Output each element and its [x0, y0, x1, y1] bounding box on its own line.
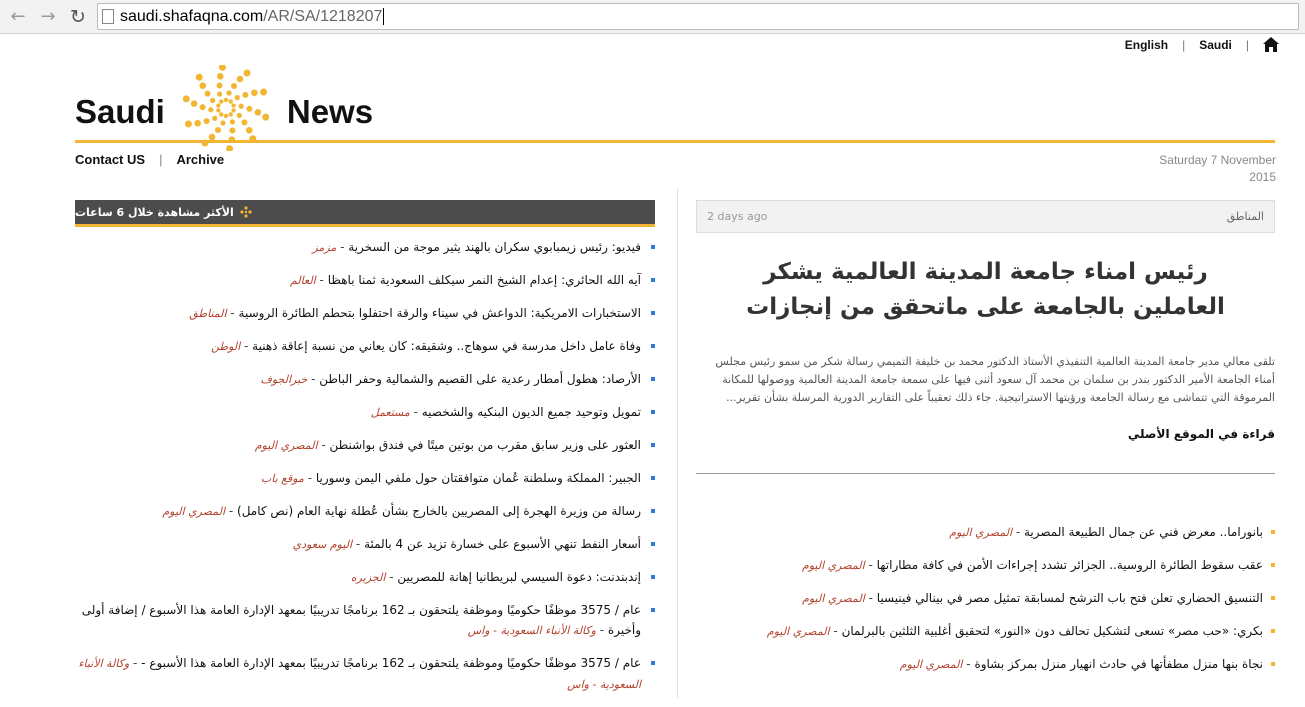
- most-viewed-item-text[interactable]: الجبير: المملكة وسلطنة عُمان متوافقتان حول ملفي اليمن وسوريا: [315, 471, 641, 485]
- most-viewed-item-text[interactable]: الاستخبارات الامريكية: الدواعش في سيناء والرقة احتفلوا بتحطم الطائرة الروسية: [238, 306, 641, 320]
- browser-toolbar: [0, 0, 1305, 34]
- most-viewed-item-text[interactable]: فيديو: رئيس زيمبابوي سكران بالهند يثير موجة من السخرية: [348, 240, 641, 254]
- most-viewed-item[interactable]: [75, 653, 655, 695]
- related-item[interactable]: [696, 555, 1275, 576]
- english-link[interactable]: English: [1124, 37, 1169, 52]
- read-original-link[interactable]: قراءة في الموقع الأصلي: [1127, 427, 1275, 441]
- date-line-1: Saturday 7 November: [1159, 153, 1276, 167]
- source-separator: -: [307, 372, 320, 386]
- most-viewed-item[interactable]: [75, 369, 655, 390]
- source-separator: -: [303, 471, 316, 485]
- source-separator: -: [226, 306, 239, 320]
- most-viewed-item-text[interactable]: تمويل وتوحيد جميع الديون البنكيه والشخصيه: [421, 405, 641, 419]
- related-item[interactable]: [696, 654, 1275, 675]
- site-logo[interactable]: [75, 65, 373, 159]
- most-viewed-item-source[interactable]: المناطق: [189, 307, 227, 320]
- saudi-link[interactable]: Saudi: [1199, 37, 1232, 52]
- current-date: [1136, 152, 1276, 186]
- most-viewed-item[interactable]: [75, 501, 655, 522]
- most-viewed-item-source[interactable]: الجزيره: [350, 571, 386, 584]
- forward-arrow-icon[interactable]: →: [40, 6, 56, 27]
- related-list: [696, 522, 1275, 675]
- source-separator: -: [225, 504, 238, 518]
- source-separator: -: [336, 240, 349, 254]
- most-viewed-item[interactable]: [75, 468, 655, 489]
- source-separator: -: [1012, 525, 1024, 539]
- page-icon: [102, 9, 114, 24]
- source-separator: -: [129, 656, 142, 670]
- most-viewed-item[interactable]: [75, 237, 655, 258]
- source-separator: -: [595, 623, 608, 637]
- address-bar[interactable]: [97, 3, 1299, 30]
- most-viewed-item-source[interactable]: وكالة الأنباء السعودية - واس: [78, 657, 641, 691]
- most-viewed-item-source[interactable]: موقع باب: [260, 472, 304, 485]
- date-line-2: 2015: [1249, 170, 1276, 184]
- most-viewed-item-text[interactable]: آيه الله الحائري: إعدام الشيخ النمر سيكلف السعودية ثمنا باهظا: [327, 273, 641, 287]
- source-separator: -: [962, 657, 975, 671]
- separator: |: [1245, 37, 1249, 52]
- most-viewed-item[interactable]: [75, 600, 655, 641]
- most-viewed-item[interactable]: [75, 270, 655, 291]
- most-viewed-item-source[interactable]: خبرالجوف: [260, 373, 308, 386]
- article-divider: [696, 473, 1275, 474]
- related-item-source[interactable]: المصري اليوم: [801, 559, 865, 572]
- separator: |: [159, 152, 163, 167]
- related-item[interactable]: [696, 588, 1275, 609]
- secondary-nav: [75, 152, 224, 167]
- related-item-text[interactable]: بانوراما.. معرض فني عن جمال الطبيعة المصرية: [1023, 525, 1263, 539]
- column-divider: [677, 188, 678, 698]
- most-viewed-item-text[interactable]: عام / 3575 موظفًا حكوميًا وموظفة يلتحقون بـ 162 برنامجًا تدريبيًا بمعهد الإدارة العامة هذا الأسبوع / إضافة أولى وأخيرة: [81, 603, 641, 637]
- related-item[interactable]: [696, 522, 1275, 543]
- article-title: رئيس امناء جامعة المدينة العالمية يشكر العاملين بالجامعة على ماتحقق من إنجازات: [746, 259, 1225, 320]
- article-meta-bar: [696, 200, 1275, 233]
- most-viewed-item[interactable]: [75, 567, 655, 588]
- source-separator: -: [409, 405, 422, 419]
- header-divider: [75, 140, 1275, 143]
- most-viewed-item-text[interactable]: الأرصاد: هطول أمطار رعدية على القصيم والشمالية وحفر الباطن: [319, 372, 641, 386]
- source-separator: -: [864, 558, 877, 572]
- most-viewed-item-source[interactable]: وكالة الأنباء السعودية - واس: [467, 624, 596, 637]
- related-item-text[interactable]: نجاة بنها منزل مطفأتها في حادث انهيار منزل بمركز بشاوة: [974, 657, 1263, 671]
- most-viewed-item-source[interactable]: مستعمل: [370, 406, 410, 419]
- related-item-source[interactable]: المصري اليوم: [899, 658, 963, 671]
- source-separator: -: [864, 591, 877, 605]
- related-item-source[interactable]: المصري اليوم: [802, 592, 865, 605]
- most-viewed-item-text[interactable]: رسالة من وزيرة الهجرة إلى المصريين بالخارج بشأن عُطلة نهاية العام (نص كامل): [237, 504, 641, 518]
- source-separator: -: [317, 438, 330, 452]
- most-viewed-item-source[interactable]: العالم: [289, 274, 316, 287]
- text-cursor: [383, 8, 384, 25]
- related-item-source[interactable]: المصري اليوم: [949, 526, 1012, 539]
- article-time-ago: 2 days ago: [707, 210, 768, 223]
- most-viewed-item-text[interactable]: إندبندنت: دعوة السيسي لبريطانيا إهانة للمصريين: [397, 570, 641, 584]
- most-viewed-item-text[interactable]: وفاة عامل داخل مدرسة في سوهاج.. وشقيقه: كان يعاني من نسبة إعاقة ذهنية: [252, 339, 641, 353]
- most-viewed-item-source[interactable]: مزمز: [312, 241, 337, 254]
- most-viewed-item-source[interactable]: الوطن: [210, 340, 241, 353]
- reload-icon[interactable]: ↻: [70, 5, 86, 28]
- separator: |: [1182, 37, 1186, 52]
- dots-icon: [240, 206, 252, 218]
- article-panel: [696, 200, 1275, 687]
- related-item-source[interactable]: المصري اليوم: [766, 625, 830, 638]
- related-item-text[interactable]: التنسيق الحضاري تعلن فتح باب الترشح لمسابقة تمثيل مصر في بينالي فينيسيا: [876, 591, 1263, 605]
- most-viewed-item-source[interactable]: اليوم سعودي: [292, 538, 353, 551]
- source-separator: -: [240, 339, 253, 353]
- most-viewed-item[interactable]: [75, 336, 655, 357]
- most-viewed-item-source[interactable]: المصري اليوم: [162, 505, 226, 518]
- article-category[interactable]: المناطق: [1226, 210, 1264, 223]
- most-viewed-item-text[interactable]: أسعار النفط تنهي الأسبوع على خسارة تزيد عن 4 بالمئة: [364, 537, 641, 551]
- most-viewed-item-source[interactable]: المصري اليوم: [254, 439, 318, 452]
- most-viewed-item[interactable]: [75, 534, 655, 555]
- source-separator: -: [315, 273, 328, 287]
- most-viewed-item[interactable]: [75, 303, 655, 324]
- article-body: تلقى معالي مدير جامعة المدينة العالمية التنفيذي الأستاذ الدكتور محمد بن خليفة التميمي رسالة شكر من سمو رئيس مجلس أمناء الجامعة الأمير الدكتور بندر بن سلمان بن محمد آل سعود أثنى فيها على سمعة جامعة المدينة العالمية ووصولها للمكانة المرموقة التي تتماشى مع رسالة الجامعة ورؤيتها الاستراتيجية. جاء ذلك تعقيباً على التقارير الدورية المرسلة بشأن تقرير...: [715, 355, 1275, 404]
- contact-us-link[interactable]: Contact US: [75, 152, 146, 167]
- logo-sunburst-icon: [183, 65, 269, 159]
- page-content: [0, 35, 1305, 698]
- most-viewed-title: الأكثر مشاهدة خلال 6 ساعات: [75, 205, 234, 219]
- most-viewed-item-text[interactable]: العثور على وزير سابق مقرب من بوتين ميتًا في فندق بواشنطن: [329, 438, 641, 452]
- most-viewed-item-text[interactable]: عام / 3575 موظفًا حكوميًا وموظفة يلتحقون بـ 162 برنامجًا تدريبيًا بمعهد الإدارة العامة هذا الأسبوع -: [141, 656, 641, 670]
- most-viewed-panel: [75, 200, 655, 707]
- source-separator: -: [829, 624, 842, 638]
- most-viewed-item[interactable]: [75, 435, 655, 456]
- most-viewed-list: [75, 237, 655, 695]
- logo-left-word: Saudi: [75, 93, 165, 130]
- related-item-text[interactable]: بكري: «حب مصر» تسعى لتشكيل تحالف دون «النور» لتحقيق أغلبية الثلثين بالبرلمان: [841, 624, 1263, 638]
- url-host: saudi.shafaqna.com: [120, 7, 264, 25]
- related-item-text[interactable]: عقب سقوط الطائرة الروسية.. الجزائر تشدد إجراءات الأمن في كافة مطاراتها: [876, 558, 1263, 572]
- back-arrow-icon[interactable]: ←: [10, 6, 26, 27]
- most-viewed-item[interactable]: [75, 402, 655, 423]
- source-separator: -: [352, 537, 365, 551]
- most-viewed-header: [75, 200, 655, 227]
- source-separator: -: [385, 570, 398, 584]
- related-item[interactable]: [696, 621, 1275, 642]
- url-path: /AR/SA/1218207: [263, 7, 383, 25]
- language-links: [1125, 37, 1279, 52]
- logo-right-word: News: [286, 93, 374, 130]
- archive-link[interactable]: Archive: [176, 152, 225, 167]
- home-icon[interactable]: [1263, 37, 1279, 52]
